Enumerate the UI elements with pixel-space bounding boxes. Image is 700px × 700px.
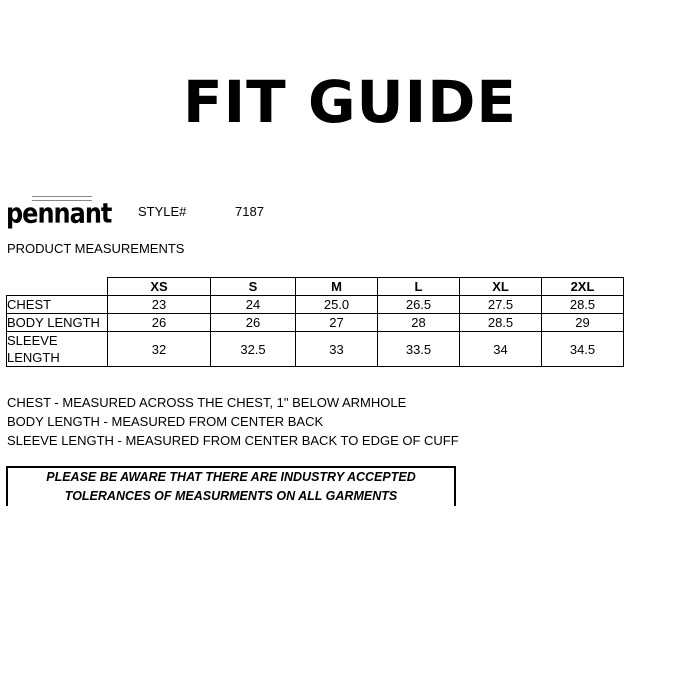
table-cell: 26: [108, 314, 211, 332]
table-cell: 24: [211, 296, 296, 314]
disclaimer-line: PLEASE BE AWARE THAT THERE ARE INDUSTRY ACCEPTED: [46, 470, 416, 484]
table-cell: 23: [108, 296, 211, 314]
table-cell: 28.5: [542, 296, 624, 314]
measurement-notes: [7, 393, 459, 450]
row-label: BODY LENGTH: [7, 314, 108, 332]
table-cell: 28.5: [460, 314, 542, 332]
page-title: FIT GUIDE: [182, 68, 517, 136]
size-header: M: [296, 278, 378, 296]
note-chest: CHEST - MEASURED ACROSS THE CHEST, 1" BELOW ARMHOLE: [7, 395, 407, 410]
measurements-subtitle: PRODUCT MEASUREMENTS: [7, 241, 185, 256]
table-cell: 34.5: [542, 332, 624, 367]
table-row: [7, 332, 624, 367]
table-header-row: [7, 278, 624, 296]
table-cell: 26: [211, 314, 296, 332]
table-corner-cell: [7, 278, 108, 296]
table-cell: 27: [296, 314, 378, 332]
table-cell: 28: [378, 314, 460, 332]
size-header: XS: [108, 278, 211, 296]
table-cell: 34: [460, 332, 542, 367]
table-cell: 32: [108, 332, 211, 367]
tolerance-disclaimer: [6, 466, 456, 506]
note-sleeve-length: SLEEVE LENGTH - MEASURED FROM CENTER BACK TO EDGE OF CUFF: [7, 433, 459, 448]
table-row: [7, 296, 624, 314]
table-cell: 33.5: [378, 332, 460, 367]
pennant-logo: [6, 196, 112, 234]
row-label: CHEST: [7, 296, 108, 314]
table-row: [7, 314, 624, 332]
table-cell: 29: [542, 314, 624, 332]
style-number: 7187: [235, 204, 264, 219]
disclaimer-line: TOLERANCES OF MEASURMENTS ON ALL GARMENTS: [64, 489, 398, 503]
row-label: SLEEVE LENGTH: [7, 332, 108, 367]
size-chart-table: [6, 277, 624, 367]
size-header: L: [378, 278, 460, 296]
table-cell: 32.5: [211, 332, 296, 367]
size-header: XL: [460, 278, 542, 296]
table-cell: 27.5: [460, 296, 542, 314]
style-label: STYLE#: [138, 204, 187, 219]
table-cell: 33: [296, 332, 378, 367]
size-header: S: [211, 278, 296, 296]
size-header: 2XL: [542, 278, 624, 296]
table-cell: 26.5: [378, 296, 460, 314]
table-cell: 25.0: [296, 296, 378, 314]
note-body-length: BODY LENGTH - MEASURED FROM CENTER BACK: [7, 414, 324, 429]
logo-text: pennant: [6, 197, 112, 230]
